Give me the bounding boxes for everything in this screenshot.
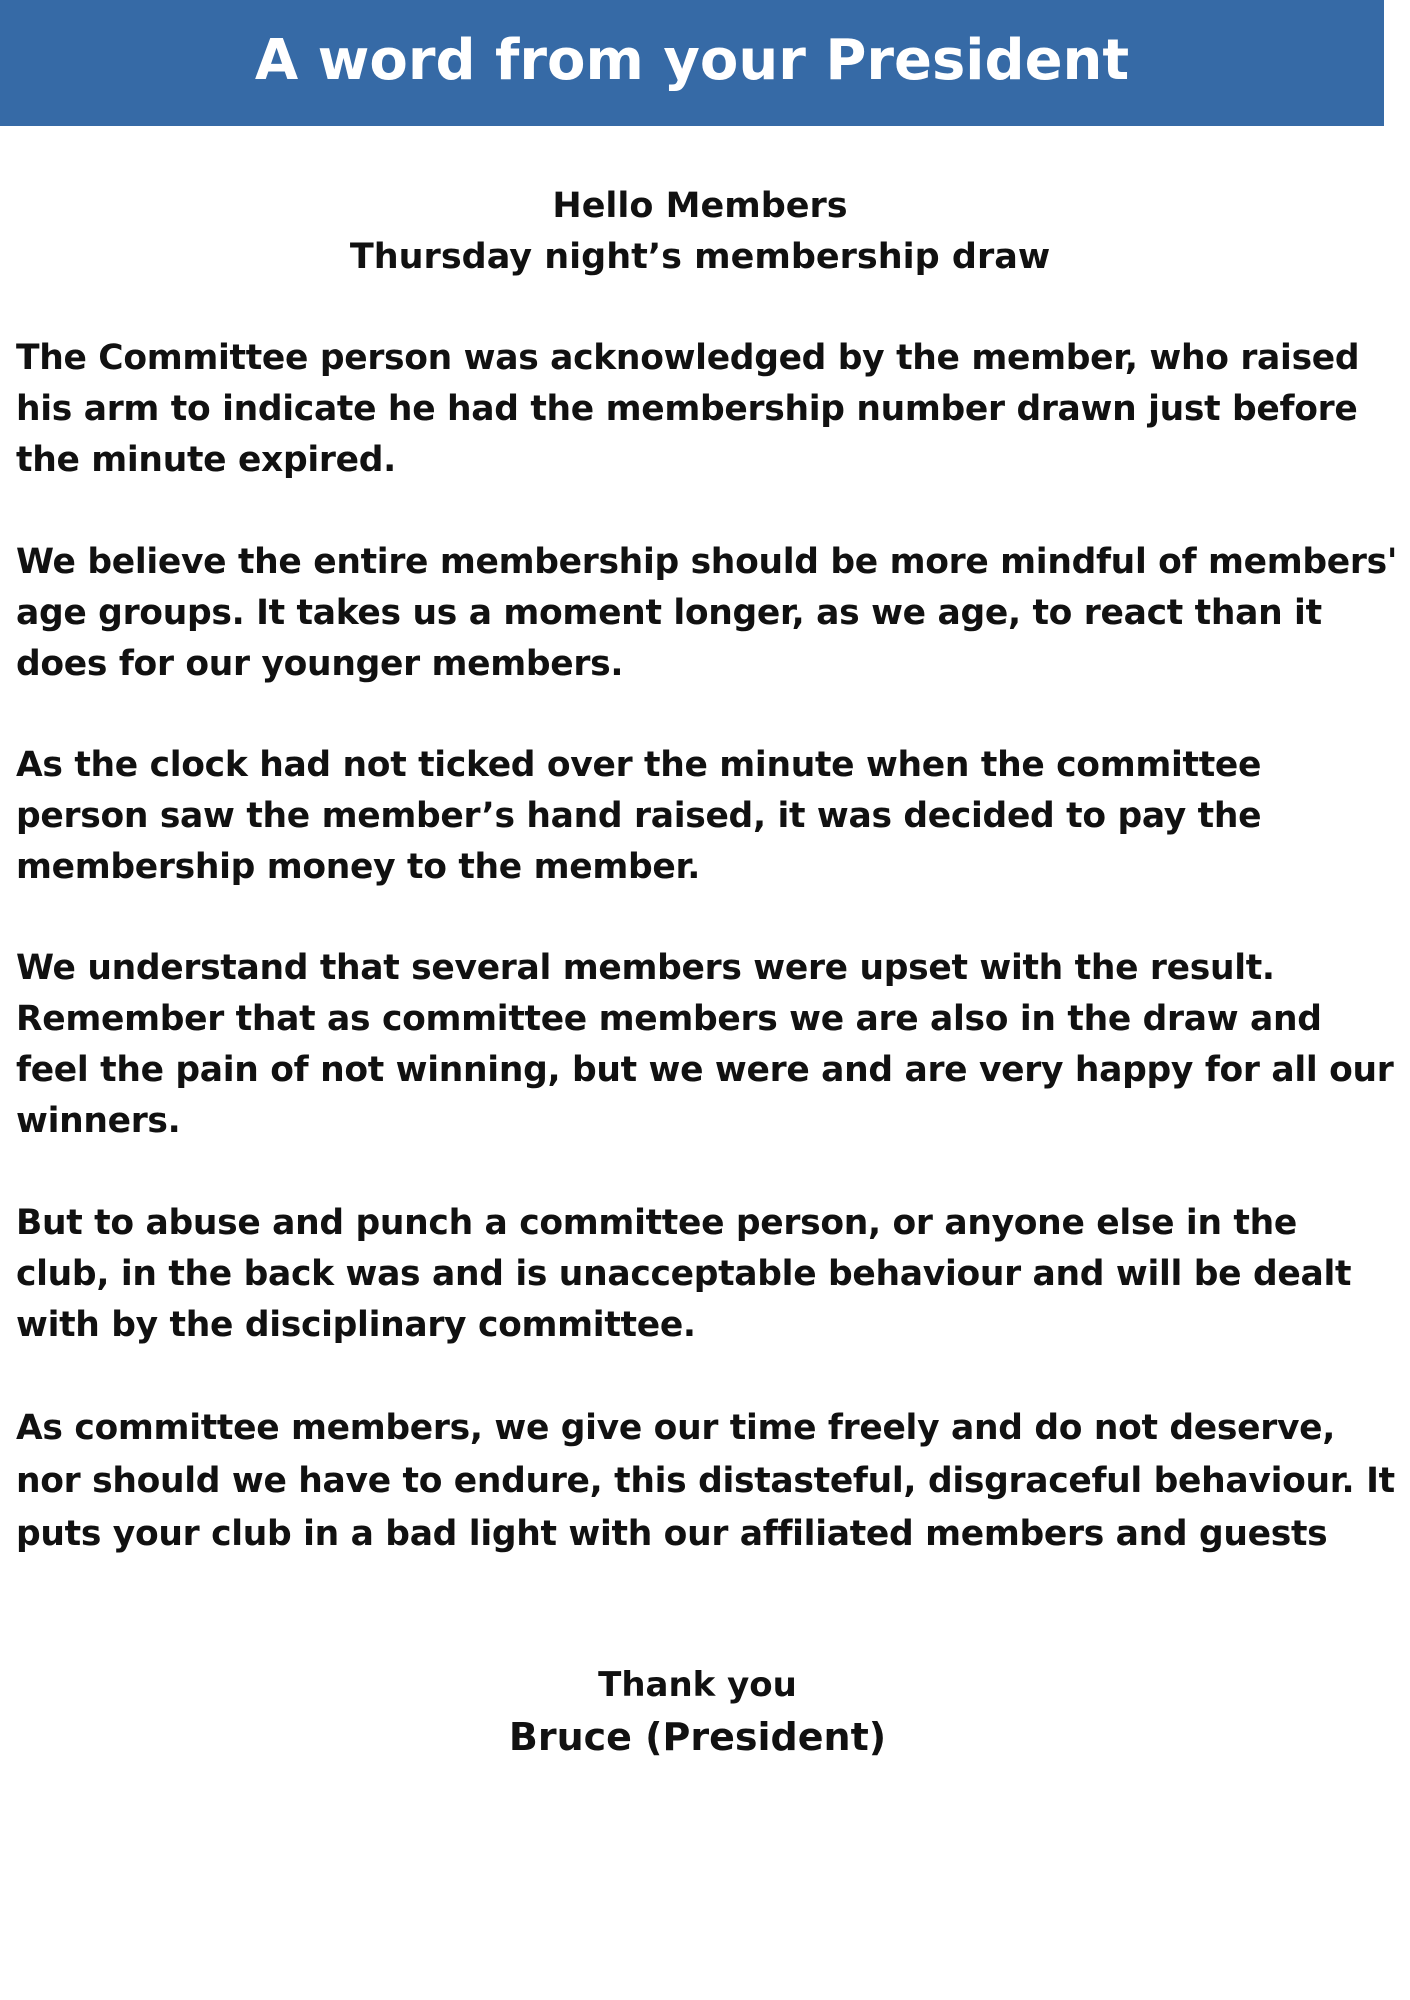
paragraph-committee-time: As committee members, we give our time freely and do not deserve, nor should we have to endure, this distasteful, disgraceful behaviour. It puts your club in a bad light with our affiliated members and guests: [16, 1408, 1395, 1554]
page-title: A word from your President: [254, 27, 1130, 93]
closing-thanks: Thank you: [598, 1665, 797, 1705]
greeting-salutation: Hello Members: [552, 186, 848, 226]
paragraph-abuse: But to abuse and punch a committee person, or anyone else in the club, in the back was and is unacceptable behaviour and will be dealt with by the disciplinary committee.: [16, 1203, 1352, 1345]
paragraph-age-groups: We believe the entire membership should be more mindful of members' age groups. It takes us a moment longer, as we age, to react than it does for our younger members.: [16, 542, 1398, 684]
greeting-subject: Thursday night’s membership draw: [349, 237, 1051, 277]
paragraph-upset-members: We understand that several members were upset with the result. Remember that as committee members we are also in the draw and feel the pain of not winning, but we were and are very happy for all our winners.: [16, 948, 1394, 1141]
header-banner: [0, 0, 1384, 126]
paragraph-decision: As the clock had not ticked over the minute when the committee person saw the member’s hand raised, it was decided to pay the membership money to the member.: [16, 745, 1262, 887]
signature: Bruce (President): [508, 1715, 887, 1759]
paragraph-acknowledgement: The Committee person was acknowledged by the member, who raised his arm to indicate he had the membership number drawn just before the minute expired.: [16, 338, 1360, 480]
